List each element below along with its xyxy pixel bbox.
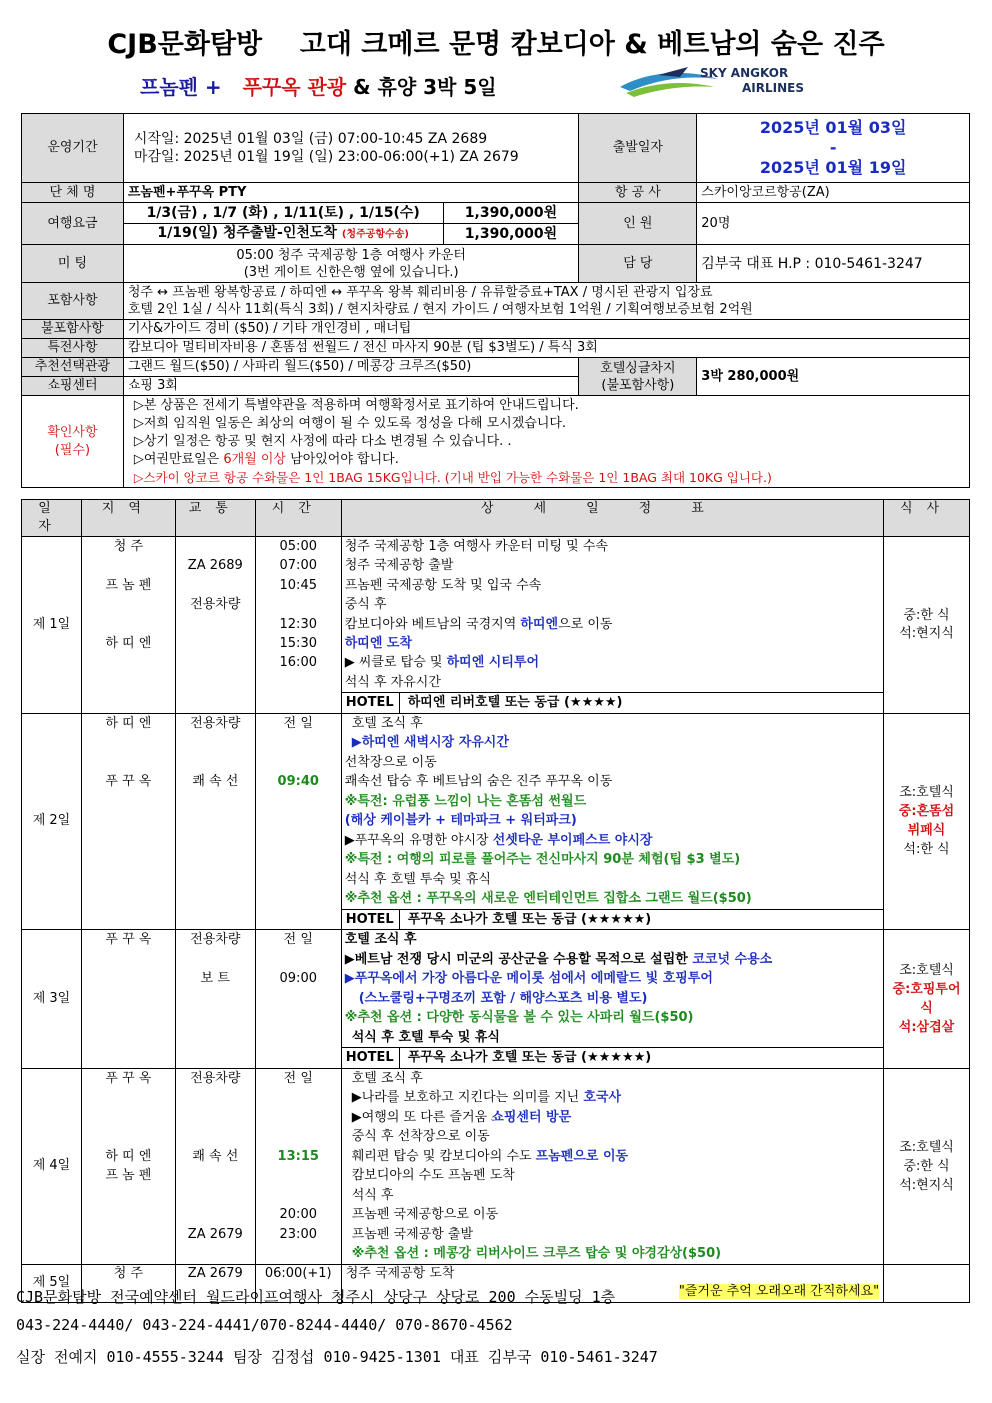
- day3-label: 제 3일: [22, 930, 82, 1069]
- day3-line: 호텔 조식 후: [344, 932, 417, 948]
- day2-hotel: HOTEL 푸꾸옥 소나가 호텔 또는 동급 (★★★★★): [342, 909, 883, 930]
- head-day: 일자: [22, 500, 82, 537]
- day4-transport: 전용차량: [190, 1070, 241, 1086]
- day2-label: 제 2일: [22, 713, 82, 930]
- schedule-table: 일자 지역 교통 시간 상세일정표 식사 제 1일 청 주 프 놈 펜 하 띠 엔 ZA 2689 전용차량 05:00 07:00 10:45 12:30 15:30 16:00 청주 국제공항 1층 여행사 카운터 미팅 및 수속 청주 국제공항 출발 프놈펜 국제공항 도착 및 입국 수속 중식 후 캄보디아와 베트남의 국경지역 하띠엔으로 이동 하띠엔 도착 ▶ 씨클로 탑승 및 하띠엔 시티투어 석식 후 자유시간 HOTEL 하띠엔 리버호텔 또는 동급 (★★★★) 중:한 식 석:현지식 제 2일 하 띠 엔 푸 꾸 옥 전용차량 쾌 속 선 전 일 09:40 호텔 조식 후 ▶하띠엔 새벽시장 자유시간 선착장으로 이동 쾌속선 탑승 후 베트남의 숨은 진주 푸꾸옥 이동 ※특전: 유럽풍 느낌이 나는 혼똠섬 썬월드 (해상 케이블카 + 테마파크 + 워터파크) ▶푸꾸옥의 유명한 야시장 선셋타운 부이페스트 야시장 ※특전 : 여행의 피로를 풀어주는 전신마사지 90분 체험(팁 $3 별도) 석식 후 호텔 투숙 및 휴식 ※추천 옵션 : 푸꾸옥의 새로운 엔터테인먼트 집합소 그랜드 월드($50) HOTEL 푸꾸옥 소나가 호텔 또는 동급 (★★★★★) 조:호텔식 중:혼똠섬 뷔페식 석:한 식 제 3일 푸 꾸 옥 전용차량 보 트 전 일 09:00 호텔 조식 후 ▶베트남 전쟁 당시 미군의 공산군을 수용할 목적으로 설립한 코코넛 수용소 ▶푸꾸옥에서 가장 아름다운 메이롯 섬에서 에메랄드 빛 호핑투어 (스노쿨링+구명조끼 포함 / 해양스포츠 비용 별도) ※추천 옵션 : 다양한 동식물을 볼 수 있는 사파리 월드($50) 석식 후 호텔 투숙 및 휴식 HOTEL 푸꾸옥 소나가 호텔 또는 동급 (★★★★★) 조:호텔식 중:호핑투어식 석:삼겹살 제 4일 푸 꾸 옥 하 띠 엔 프 놈 펜 전용차량 쾌 속 선 ZA 2679 전 일 13:15 20:00 23:00 호텔 조식 후 ▶나라를 보호하고 지킨다는 의미를 지닌 호국사 ▶여행의 또 다른 즐거움 쇼핑센터 방문 중식 후 선착장으로 이동 훼리편 탑승 및 캄보디아의 수도 프놈펜으로 이동 캄보디아의 수도 프놈펜 도착 석식 후 프놈펜 국제공항으로 이동 프놈펜 국제공항 출발 ※추천 옵션 : 메콩강 리버사이드 크루즈 탑승 및 야경감상($50) 조:호텔식 중:한 식 석:현지식 제 5일 청 주 ZA 2679 06:00(+1) 청주 국제공항 도착 "즐거운 추억 오래오래 간직하세요": [21, 499, 970, 1303]
- incl-label: 포함사항: [22, 283, 124, 320]
- group-label: 단 체 명: [22, 183, 124, 203]
- page-subtitle: [140, 71, 497, 100]
- depart-date-2: 2025년 01월 19일: [759, 158, 907, 177]
- manager-value: 김부국 대표 H.P : 010-5461-3247: [697, 245, 970, 283]
- day1-meal: 중:한 식: [903, 607, 950, 623]
- pax-value: 20명: [697, 203, 970, 245]
- day1-label: 제 1일: [22, 537, 82, 714]
- group-value: 프놈펜+푸꾸옥 PTY: [123, 183, 579, 203]
- special-label: 특전사항: [22, 339, 124, 358]
- subtitle-b: 푸꾸옥 관광: [242, 75, 347, 99]
- day1-hotel: HOTEL 하띠엔 리버호텔 또는 동급 (★★★★): [342, 692, 883, 712]
- footer-line1: CJB문화탐방 전국예약센터 월드라이프여행사 청주시 상당구 상당로 200 수동빌딩 1층: [16, 1288, 616, 1306]
- fee-dates-1: 1/3(금) , 1/7 (화) , 1/11(토) , 1/15(수): [123, 203, 443, 224]
- day1-time: 05:00: [279, 539, 317, 554]
- incl-line2: 호텔 2인 1실 / 식사 11회(특식 3회) / 현지차량료 / 현지 가이드 / 여행자보험 1억원 / 기획여행보증보험 2억원: [127, 302, 753, 317]
- logo-line1: SKY ANGKOR: [700, 66, 789, 80]
- info-table: [21, 113, 970, 488]
- airline-label: 항 공 사: [579, 183, 697, 203]
- manager-label: 담 당: [579, 245, 697, 283]
- footer-line2: 043-224-4440/ 043-224-4441/070-8244-4440/ 070-8670-4562: [16, 1316, 513, 1334]
- page-title: [0, 22, 992, 61]
- depart-date-1: 2025년 01월 03일: [759, 118, 907, 137]
- meet-line1: 05:00 청주 국제공항 1층 여행사 카운터: [236, 247, 466, 263]
- shop-label: 쇼핑센터: [22, 377, 124, 396]
- day2-time: 전 일: [283, 715, 313, 731]
- confirm-1: ▷본 상품은 전세기 특별약관을 적용하며 여행확정서로 표기하여 안내드립니다.: [133, 397, 579, 413]
- day3-region: 푸 꾸 옥: [105, 932, 152, 948]
- day5-label: 제 5일: [22, 1264, 82, 1302]
- single-label-1: 호텔싱글차지: [600, 360, 676, 376]
- incl-line1: 청주 ↔ 프놈펜 왕복항공료 / 하띠엔 ↔ 푸꾸옥 왕복 훼리비용 / 유류할증료+TAX / 명시된 관광지 입장료: [127, 285, 713, 300]
- confirm-2: ▷저희 임직원 일동은 최상의 여행이 될 수 있도록 정성을 다해 모시겠습니다.: [133, 415, 567, 431]
- meet-label: 미 팅: [22, 245, 124, 283]
- excl-label: 불포함사항: [22, 320, 124, 339]
- head-region: 지역: [81, 500, 175, 537]
- day4-line: 호텔 조식 후: [351, 1070, 423, 1086]
- day3-time: 전 일: [283, 932, 313, 948]
- day2-transport: 전용차량: [190, 715, 241, 731]
- confirm-3: ▷상기 일정은 항공 및 현지 사정에 따라 다소 변경될 수 있습니다. .: [133, 433, 512, 449]
- title-main: 고대 크메르 문명 캄보디아 & 베트남의 숨은 진주: [299, 29, 885, 60]
- shop-value: 쇼핑 3회: [123, 377, 579, 396]
- confirm-4-highlight: 6개월 이상: [223, 451, 286, 467]
- confirm-label-1: 확인사항: [47, 424, 98, 440]
- confirm-label-2: (필수): [54, 442, 91, 458]
- single-label-2: (불포함사항): [601, 377, 675, 393]
- pax-label: 인 원: [579, 203, 697, 245]
- depart-sep: -: [829, 138, 837, 157]
- day4-label: 제 4일: [22, 1068, 82, 1264]
- fee-dates-2: 1/19(일) 청주출발-인천도착: [157, 225, 337, 241]
- logo-line2: AIRLINES: [742, 81, 804, 95]
- special-value: 캄보디아 멀티비자비용 / 혼똠섬 썬월드 / 전신 마사지 90분 (팁 $3별도) / 특식 3회: [123, 339, 969, 358]
- day2-meal: 조:호텔식: [899, 785, 954, 801]
- day1-line: 청주 국제공항 1층 여행사 카운터 미팅 및 수속: [344, 539, 608, 554]
- fee-note-2: (청주공항수송): [341, 229, 409, 240]
- period-end: 마감일: 2025년 01월 19일 (일) 23:00-06:00(+1) ZA 2679: [133, 149, 519, 165]
- option-label: 추천선택관광: [22, 358, 124, 377]
- day4-region: 푸 꾸 옥: [105, 1070, 152, 1086]
- period-label: 운영기간: [22, 114, 124, 183]
- subtitle-a: 프놈펜 +: [140, 75, 222, 99]
- day3-transport: 전용차량: [190, 932, 241, 948]
- confirm-5: ▷스카이 앙코르 항공 수화물은 1인 1BAG 15KG입니다. (기내 반입 가능한 수화물은 1인 1BAG 최대 10KG 입니다.): [133, 469, 772, 485]
- day5-region: 청 주: [81, 1264, 175, 1302]
- footer-line3: 실장 전예지 010-4555-3244 팀장 김정섭 010-9425-1301 대표 김부국 010-5461-3247: [16, 1348, 658, 1366]
- fee-label: 여행요금: [22, 203, 124, 245]
- option-value: 그랜드 월드($50) / 사파리 월드($50) / 메콩강 크루즈($50): [123, 358, 579, 377]
- excl-value: 기사&가이드 경비 ($50) / 기타 개인경비 , 매너팁: [123, 320, 969, 339]
- day1-transport: ZA 2689: [187, 558, 243, 574]
- confirm-4: ▷여권만료일은 6개월 이상 남아있어야 합니다.: [133, 451, 399, 467]
- single-value: 3박 280,000원: [697, 358, 970, 396]
- head-time: 시간: [255, 500, 341, 537]
- head-detail: 상세일정표: [341, 500, 883, 537]
- fee-price-1: 1,390,000원: [443, 203, 579, 224]
- head-transport: 교통: [175, 500, 255, 537]
- fee-price-2: 1,390,000원: [443, 224, 579, 245]
- day5-time: 06:00(+1): [255, 1264, 341, 1302]
- day4-meal: 조:호텔식: [899, 1139, 954, 1155]
- day5-transport: ZA 2679: [175, 1264, 255, 1302]
- day2-line: 호텔 조식 후: [351, 715, 423, 731]
- period-start: 시작일: 2025년 01월 03일 (금) 07:00-10:45 ZA 2689: [133, 131, 488, 147]
- head-meal: 식사: [884, 500, 970, 537]
- day2-region: 하 띠 엔: [105, 715, 152, 731]
- day3-hotel: HOTEL 푸꾸옥 소나가 호텔 또는 동급 (★★★★★): [342, 1047, 883, 1068]
- day1-region: 청 주: [113, 539, 144, 554]
- airline-value: 스카이앙코르항공(ZA): [697, 183, 970, 203]
- closing-message: "즐거운 추억 오래오래 간직하세요": [678, 1283, 880, 1299]
- day5-line: 청주 국제공항 도착: [345, 1265, 455, 1281]
- meet-line2: (3번 게이트 신한은행 옆에 있습니다.): [243, 264, 459, 280]
- subtitle-c: & 휴양 3박 5일: [353, 75, 497, 99]
- depart-label: 출발일자: [579, 114, 697, 183]
- day3-meal: 조:호텔식: [899, 962, 954, 978]
- day4-time: 전 일: [283, 1070, 313, 1086]
- title-company: CJB문화탐방: [107, 29, 263, 60]
